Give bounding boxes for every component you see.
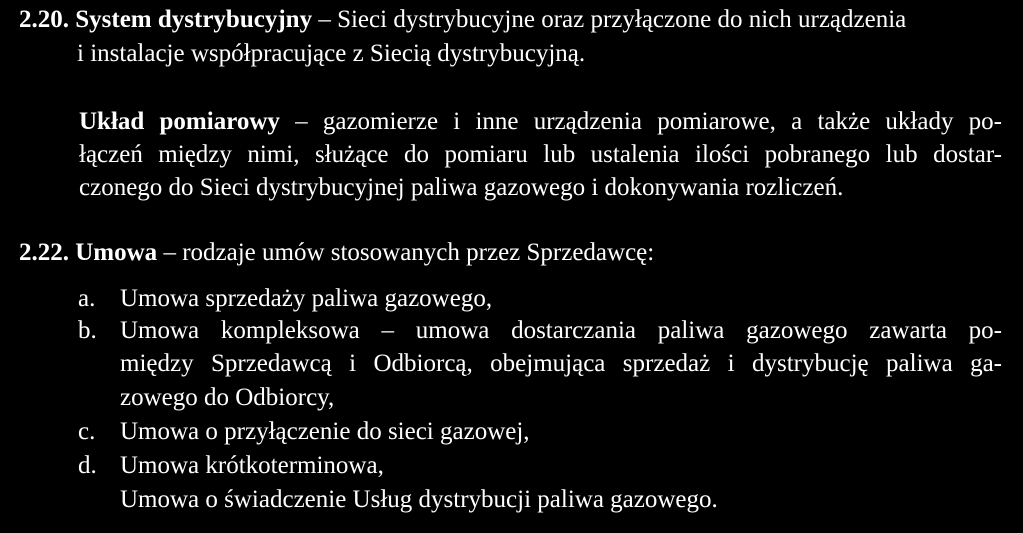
section-uklad-line1 [79, 106, 1002, 138]
section-number: 2.20. [19, 6, 69, 33]
section-uklad-line2: łączeń między nimi, służące do pomiaru lub ustalenia ilości pobranego lub dostar- [79, 141, 1002, 168]
section-number: 2.22. [19, 239, 69, 266]
defined-term: System dystrybucyjny [75, 6, 313, 33]
dash: – [279, 108, 323, 135]
definition-text: Sieci dystrybucyjne oraz przyłączone do nich urządzenia [337, 6, 907, 33]
list-label: a. [78, 285, 96, 312]
dash: – [157, 239, 183, 266]
list-label: d. [78, 452, 97, 479]
section-2-20-line1 [19, 4, 906, 36]
list-text: Umowa sprzedaży paliwa gazowego, [120, 285, 493, 312]
section-uklad-line3: czonego do Sieci dystrybucyjnej paliwa gazowego i dokonywania rozliczeń. [79, 174, 844, 201]
defined-term: Umowa [75, 239, 158, 266]
list-text: Umowa krótkoterminowa, [120, 452, 384, 479]
definition-text: rodzaje umów stosowanych przez Sprzedawcę: [182, 239, 655, 266]
list-text: Umowa kompleksowa – umowa dostarczania paliwa gazowego zawarta po- [120, 317, 1002, 344]
list-item-b [0, 315, 1023, 415]
list-text: Umowa o przyłączenie do sieci gazowej, [120, 418, 530, 445]
list-text: zowego do Odbiorcy, [120, 384, 335, 411]
list-label: b. [78, 317, 97, 344]
section-2-20-line2: i instalacje współpracujące z Siecią dystrybucyjną. [77, 40, 586, 67]
section-2-22-line1 [19, 237, 654, 269]
list-label: c. [78, 418, 96, 445]
trailing-line: Umowa o świadczenie Usług dystrybucji paliwa gazowego. [120, 486, 718, 513]
dash: – [312, 6, 338, 33]
definition-text: gazomierze i inne urządzenia pomiarowe, a także układy po- [322, 108, 1002, 135]
list-text: między Sprzedawcą i Odbiorcą, obejmująca sprzedaż i dystrybucję paliwa ga- [120, 350, 1002, 377]
defined-term: Układ pomiarowy [79, 108, 280, 135]
